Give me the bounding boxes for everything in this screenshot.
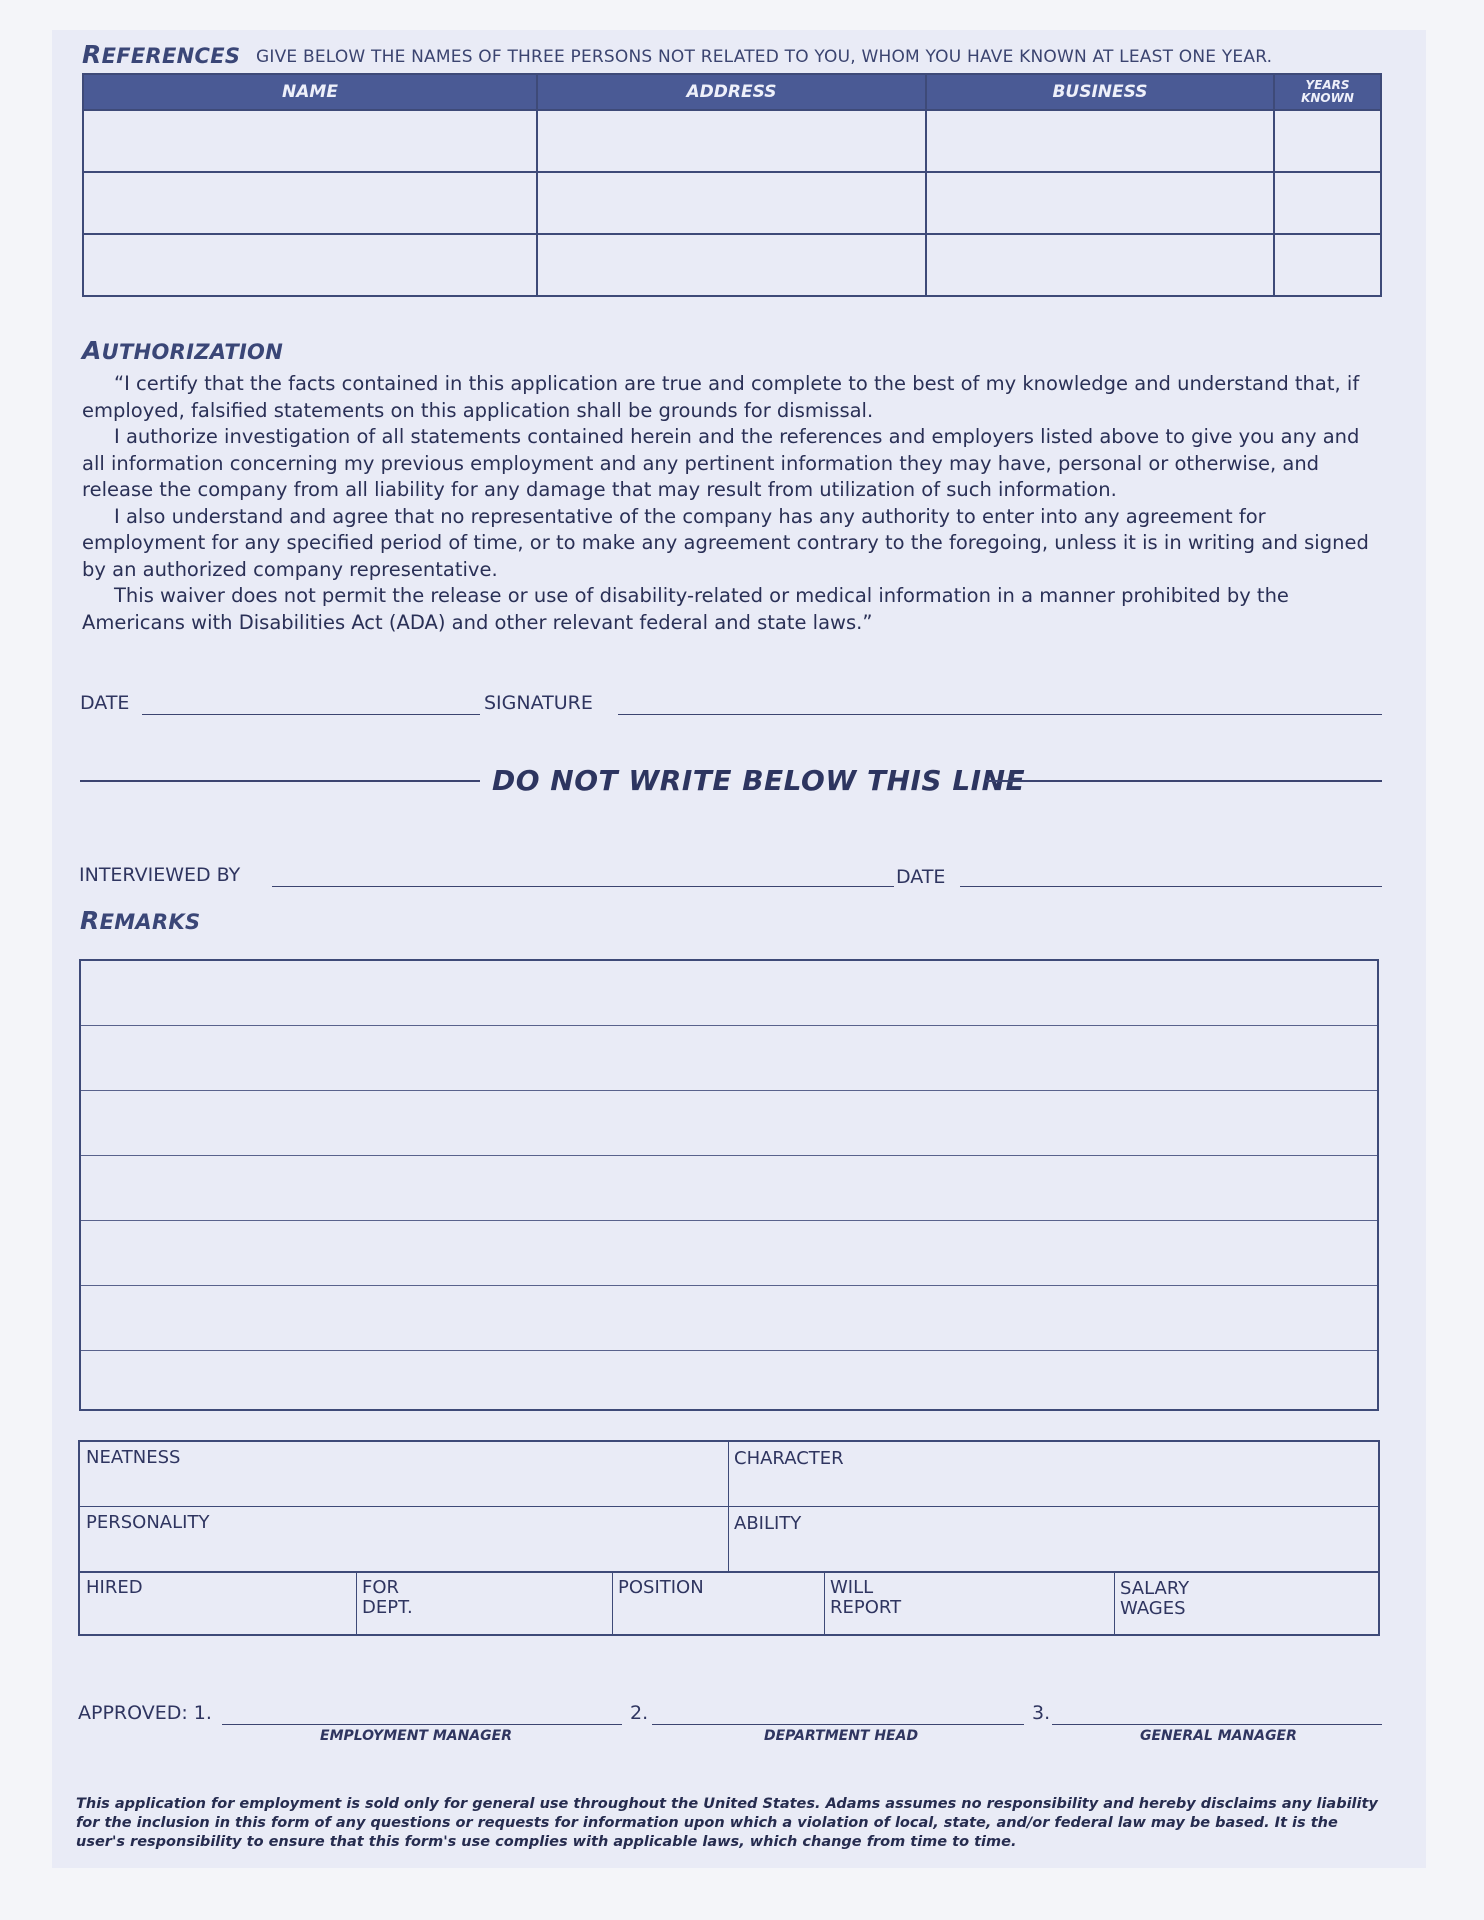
references-instruction: GIVE BELOW THE NAMES OF THREE PERSONS NOT RELATED TO YOU, WHOM YOU HAVE KNOWN AT LEAST ONE YEAR. — [256, 47, 1273, 67]
references-title — [82, 40, 240, 69]
authorization-text — [82, 371, 1382, 636]
approval-line-2[interactable] — [652, 1724, 1024, 1725]
references-header-row — [83, 74, 1381, 110]
authorization-paragraph: I authorize investigation of all statements contained herein and the references and employers listed above to give you any and all information concerning my previous employment and any pertinent information they may have, personal or otherwise, and release the company from all liability for any damage that may result from utilization of such information. — [82, 425, 1360, 501]
reference-row — [83, 234, 1381, 296]
approval-number-3: 3. — [1032, 1702, 1051, 1724]
date-line[interactable] — [142, 714, 480, 715]
remarks-title-initial: R — [80, 906, 100, 935]
approved-label: APPROVED: 1. — [78, 1702, 212, 1724]
divider-left — [80, 780, 480, 782]
approval-number-2: 2. — [630, 1702, 649, 1724]
salary-wages-label — [1120, 1579, 1189, 1619]
authorization-paragraph: “I certify that the facts contained in this application are true and complete to the best of my knowledge and understand that, if employed, falsified statements on this application shall be grounds for dismissal. — [82, 372, 1360, 422]
reference-business-field[interactable] — [926, 110, 1274, 172]
years-known-line2: KNOWN — [1301, 91, 1354, 105]
evaluation-row-divider — [80, 1506, 1378, 1507]
reference-address-field[interactable] — [537, 234, 926, 296]
remarks-line — [81, 1285, 1377, 1286]
legal-disclaimer: This application for employment is sold only for general use throughout the United States. Adams assumes no responsibility and hereby disclaims any liability for the inclusion in this form of any questions or requests for information upon which a violation of local, state, and/or federal law may be based. It is the user's responsibility to ensure that this form's use complies with applicable laws, which change from time to time. — [76, 1796, 1378, 1850]
reference-name-field[interactable] — [83, 172, 537, 234]
interviewed-by-line[interactable] — [272, 886, 894, 887]
divider-right — [986, 780, 1382, 782]
salary-line2: WAGES — [1120, 1598, 1186, 1619]
remarks-line — [81, 1025, 1377, 1026]
interview-date-label: DATE — [896, 866, 946, 888]
salary-line1: SALARY — [1120, 1578, 1190, 1599]
evaluation-row-divider — [80, 1571, 1378, 1573]
position-label: POSITION — [618, 1577, 704, 1598]
authorization-paragraph: This waiver does not permit the release or use of disability-related or medical information in a manner prohibited by the Americans with Disabilities Act (ADA) and other relevant federal and state laws.” — [82, 584, 1289, 634]
personality-label: PERSONALITY — [86, 1512, 210, 1533]
remarks-title — [80, 906, 200, 935]
reference-row — [83, 172, 1381, 234]
reference-years-field[interactable] — [1274, 234, 1381, 296]
evaluation-col-divider — [356, 1571, 357, 1634]
general-manager-label: GENERAL MANAGER — [1140, 1728, 1297, 1744]
ability-label: ABILITY — [734, 1513, 802, 1534]
remarks-title-rest: EMARKS — [99, 910, 201, 934]
do-not-write-banner: DO NOT WRITE BELOW THIS LINE — [492, 764, 1026, 797]
col-business: BUSINESS — [926, 74, 1274, 110]
remarks-line — [81, 1220, 1377, 1221]
remarks-line — [81, 1155, 1377, 1156]
hired-label: HIRED — [86, 1577, 143, 1598]
col-address: ADDRESS — [537, 74, 926, 110]
reference-address-field[interactable] — [537, 172, 926, 234]
reference-business-field[interactable] — [926, 234, 1274, 296]
authorization-title-initial: A — [82, 336, 102, 365]
col-years-known — [1274, 74, 1381, 110]
remarks-line — [81, 1350, 1377, 1351]
authorization-title-rest: UTHORIZATION — [101, 340, 284, 364]
references-title-rest: EFERENCES — [101, 44, 241, 68]
evaluation-grid — [78, 1440, 1380, 1636]
neatness-label: NEATNESS — [86, 1447, 181, 1468]
signature-label: SIGNATURE — [484, 692, 593, 714]
signature-line[interactable] — [618, 714, 1382, 715]
authorization-paragraph: I also understand and agree that no representative of the company has any authority to enter into any agreement for employment for any specified period of time, or to make any agreement contrary to the foregoing, unless it is in writing and signed by an authorized company representative. — [82, 504, 1369, 581]
references-title-initial: R — [82, 40, 102, 69]
interviewed-by-label: INTERVIEWED BY — [79, 864, 241, 886]
date-label: DATE — [80, 692, 130, 714]
evaluation-col-divider — [612, 1571, 613, 1634]
reference-row — [83, 110, 1381, 172]
authorization-title — [82, 336, 283, 365]
approval-line-3[interactable] — [1052, 1724, 1382, 1725]
reference-business-field[interactable] — [926, 172, 1274, 234]
approval-line-1[interactable] — [222, 1724, 622, 1725]
for-dept-label — [362, 1578, 413, 1618]
years-known-line1: YEARS — [1305, 78, 1350, 92]
remarks-box[interactable] — [79, 959, 1379, 1411]
col-name: NAME — [83, 74, 537, 110]
evaluation-col-divider — [1114, 1571, 1115, 1634]
will-report-line2: REPORT — [830, 1597, 902, 1618]
for-dept-line2: DEPT. — [362, 1597, 413, 1618]
evaluation-col-divider — [728, 1442, 729, 1571]
reference-address-field[interactable] — [537, 110, 926, 172]
evaluation-col-divider — [824, 1571, 825, 1634]
will-report-label — [830, 1578, 901, 1618]
will-report-line1: WILL — [830, 1577, 874, 1598]
interview-date-line[interactable] — [960, 886, 1382, 887]
reference-years-field[interactable] — [1274, 110, 1381, 172]
reference-name-field[interactable] — [83, 234, 537, 296]
department-head-label: DEPARTMENT HEAD — [764, 1728, 919, 1744]
employment-manager-label: EMPLOYMENT MANAGER — [320, 1728, 512, 1744]
for-dept-line1: FOR — [362, 1577, 400, 1598]
remarks-line — [81, 1090, 1377, 1091]
reference-name-field[interactable] — [83, 110, 537, 172]
references-table — [82, 73, 1382, 297]
character-label: CHARACTER — [734, 1448, 844, 1469]
reference-years-field[interactable] — [1274, 172, 1381, 234]
